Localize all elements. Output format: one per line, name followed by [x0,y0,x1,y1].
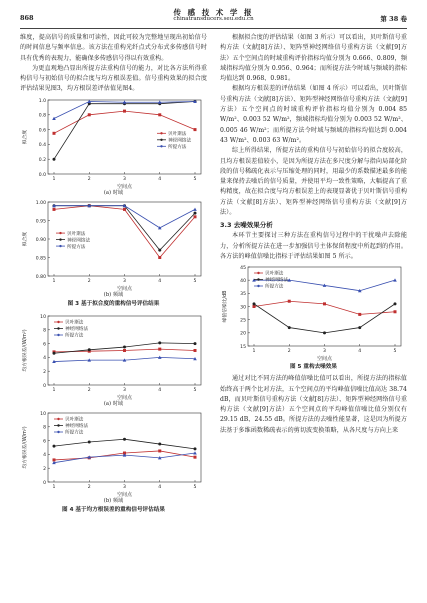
data-point [288,326,291,329]
x-tick-label: 2 [87,484,91,490]
data-point [158,449,161,452]
data-point [194,211,197,214]
data-point [158,341,161,344]
series-line-0 [54,111,195,133]
y-tick-label: 15 [240,345,246,351]
x-tick-label: 1 [52,484,56,490]
y-tick-label: 8 [43,328,46,334]
x-tick-label: 5 [193,176,197,182]
y-tick-label: 20 [240,331,246,337]
paragraph-denoise-results: 通过对比不同方法的峰值信噪比值可以看出，所提方法的指标值始终高于两个比对方法，五个空间点的平均峰值信噪比值高达 38.74 dB，而贝叶斯信号重构方法（文献[8]方法）、矩阵型神经网络信号重构方法（文献[9]方法）五个空间点的平均峰值信噪比值分别仅有 29.15 dB、24.55 dB。所提方法的去噪性能显著，这是因为所提方法基于多维函数稀疏表示的剪切波变换策略，从各尺度与方向上来 [220,375,407,434]
left-column [20,33,207,517]
x-tick-label: 4 [158,176,162,182]
data-point [53,208,56,211]
x-axis-label: 空间点 [116,285,133,292]
right-column [220,33,407,436]
legend-entry: 所提方法 [65,333,84,339]
legend-marker [57,327,59,329]
y-axis-label: 均方根误差/(W/m²) [23,426,28,469]
data-point [53,444,56,447]
x-tick-label: 5 [193,484,197,490]
paragraph-summary: 综上所得结果，所提方法的重构信号与初始信号的拟合度较高，且均方根误差值较小，是因为所提方法在多尺度分解与指向局部化阶段的信号稀疏化表示与压缩处理的同时，用最少的系数描述最多的能量来保持去噪后的信号质量，并使用平均一致性策略，大幅提高了重构精度，故在拟合度与均方根误差上的表现显著优于贝叶斯信号重构方法（文献[8]方法）、矩阵型神经网络信号重构方法（文献[9]方法）。 [220,147,407,217]
fig4-caption: 图 4 基于均方根误差的重构信号评估结果 [62,506,165,513]
y-tick-label: 35 [240,292,246,298]
legend-marker [57,431,59,433]
data-point [358,326,361,329]
data-point [358,313,361,316]
data-point [394,311,397,314]
data-point [123,345,126,348]
y-tick-label: 0 [43,383,46,389]
paragraph-denoise-intro: 本环节主要探讨三种方法在重构信号过程中的干扰噪声去除能力，分析所提方法在进一步加强信号主体保留程度中所起到的作用。各方法的峰值信噪比指标于评估结果如图 5 所示。 [220,232,407,260]
legend-entry: 所提方法 [67,244,86,250]
legend-marker [59,238,61,240]
page-number: 868 [20,14,34,22]
y-tick-label: 0.85 [35,256,46,262]
y-tick-label: 30 [240,305,246,311]
data-point [158,347,161,350]
y-tick-label: 4 [43,355,46,361]
data-point [253,303,256,306]
series-line-1 [54,205,195,249]
legend-marker [160,145,162,147]
y-tick-label: 0.2 [38,157,46,163]
y-tick-label: 2 [43,369,46,375]
legend-entry: 神经网络法 [67,238,90,244]
data-point [194,455,197,458]
legend-entry: 贝叶斯法 [65,417,84,423]
data-point [158,256,161,259]
legend-marker [160,138,162,140]
y-tick-label: 25 [240,318,246,324]
data-point [323,332,326,335]
data-point [123,438,126,441]
data-point [158,113,161,116]
chart-fig3b [20,197,207,292]
y-tick-label: 10 [40,314,46,320]
x-tick-label: 4 [158,278,162,284]
legend-marker [257,279,259,281]
legend-entry: 贝叶斯法 [168,131,187,137]
x-tick-label: 4 [158,484,162,490]
data-point [53,157,56,160]
y-tick-label: 0.4 [38,142,46,148]
data-point [288,300,291,303]
legend-entry: 贝叶斯法 [67,231,86,237]
x-tick-label: 2 [287,349,291,355]
legend-entry: 神经网络法 [65,423,88,429]
data-point [123,349,126,352]
data-point [158,442,161,445]
page-header [20,6,407,28]
x-tick-label: 3 [123,278,126,284]
series-line-1 [254,304,395,333]
y-tick-label: 1.00 [35,200,46,206]
y-tick-label: 40 [240,279,246,285]
x-tick-label: 3 [123,176,126,182]
data-point [123,208,126,211]
journal-site: chinatransducers.seu.edu.cn [173,16,254,22]
data-point [323,303,326,306]
x-axis-label: 空间点 [116,183,133,190]
x-tick-label: 2 [87,176,91,182]
data-point [88,113,91,116]
legend-marker [59,245,61,247]
y-tick-label: 0.0 [38,172,46,178]
x-tick-label: 1 [252,349,256,355]
legend-entry: 所提方法 [168,144,187,150]
y-axis-label: 均方根误差/(W/m²) [23,329,28,372]
y-tick-label: 0.8 [38,113,46,119]
data-point [53,352,56,355]
y-tick-label: 6 [43,342,46,348]
data-point [394,303,397,306]
x-tick-label: 3 [323,349,326,355]
paragraph-fit-results: 根据拟合度的评估结果（如图 3 所示）可以看出，贝叶斯信号重构方法（文献[8]方法）、矩阵型神经网络信号重构方法（文献[9]方法）五个空间点的时域重构评价指标均值分别为 0.666、0.809，频域指标均值分别为 0.956、0.964；而所提方法令时域与频域的指标均值达到 0.968、0.981。 [220,34,407,83]
legend-entry: 神经网络法 [65,326,88,332]
legend-entry: 所提方法 [265,284,284,290]
x-axis-label: 空间点 [116,491,133,498]
data-point [158,248,161,251]
fig3b-subcaption: (b) 频域 [103,291,124,298]
data-point [193,207,197,210]
y-axis-label: 峰值信噪比/dB [223,290,228,323]
x-tick-label: 4 [158,387,162,393]
x-tick-label: 1 [52,387,56,393]
data-point [53,132,56,135]
fig3a-subcaption: (a) 时域 [103,189,124,196]
fig5-caption: 图 5 重构去噪效果 [290,364,337,371]
data-point [194,349,197,352]
paragraph-intro: 维度，提高信号的质量和可读性，因此可较为完整地呈现出初始信号的时间信息与频率信息。该方法在重构光纤点式分布式多传感信号时具有优秀的表现力，能确保多传感信号得以有效重构。 [20,34,207,62]
y-tick-label: 1.0 [38,98,46,104]
x-tick-label: 1 [52,278,56,284]
y-tick-label: 0.90 [35,237,46,243]
y-tick-label: 45 [240,266,246,272]
legend-entry: 贝叶斯法 [65,320,84,326]
fig4b-subcaption: (b) 频域 [103,497,124,504]
paragraph-rmse-results: 根据均方根误差的评估结果（如图 4 所示）可以看出，贝叶斯信号重构方法（文献[8]方法）、矩阵型神经网络信号重构方法（文献[9]方法）五个空间点的时域重构评价指标均值分别为 0.004 85 W/m²、0.003 52 W/m²，频域指标均值分别为 0.003 52 W/m²、0.005 46 W/m²；而所提方法令时域与频域的指标均值达到 0.004 43 W/m²、0.003 63 W/m²。 [220,85,407,144]
fig4a-subcaption: (a) 时域 [103,400,124,407]
y-tick-label: 0 [43,480,46,486]
legend-marker [257,285,259,287]
legend-marker [160,132,162,134]
fig3-caption: 图 3 基于拟合度的重构信号评估结果 [67,300,160,307]
x-tick-label: 3 [123,387,126,393]
x-tick-label: 2 [87,387,91,393]
x-tick-label: 5 [393,349,397,355]
y-tick-label: 2 [43,466,46,472]
y-tick-label: 0.95 [35,219,46,225]
x-axis-label: 空间点 [316,356,333,363]
legend-marker [59,232,61,234]
data-point [52,116,56,119]
chart-fig3a [20,95,207,190]
chart-fig5 [220,262,407,362]
x-tick-label: 4 [358,349,362,355]
data-point [88,348,91,351]
y-tick-label: 4 [43,452,46,458]
section-heading: 3.3 去噪效果分析 [220,221,273,230]
data-point [393,279,397,282]
paragraph-comparison: 为更直观地凸显出所提方法重构信号的能力，对比各方法所得重构信号与初始信号的拟合度与均方根误差值。信号重构效果的拟合度评估结果见图3，均方根误差评估值见图4。 [20,64,207,93]
header-rule [20,28,407,29]
legend-marker [57,418,59,420]
legend-entry: 神经网络法 [265,278,288,284]
legend-marker [57,334,59,336]
x-tick-label: 1 [52,176,56,182]
y-axis-label: 拟合度 [23,129,28,144]
data-point [158,226,162,229]
chart-fig4a [20,311,207,401]
data-point [253,305,256,308]
x-tick-label: 2 [87,278,91,284]
y-tick-label: 0.80 [35,274,46,280]
x-tick-label: 3 [123,484,126,490]
x-tick-label: 5 [193,278,197,284]
x-axis-label: 空间点 [116,394,133,401]
journal-title: 传 感 技 术 学 报 [173,8,254,17]
data-point [194,215,197,218]
y-tick-label: 6 [43,439,46,445]
data-point [123,109,126,112]
data-point [194,128,197,131]
data-point [88,440,91,443]
data-point [194,342,197,345]
x-tick-label: 5 [193,387,197,393]
volume-label: 第 38 卷 [380,15,407,23]
chart-fig4b [20,408,207,498]
y-tick-label: 10 [40,411,46,417]
y-tick-label: 8 [43,425,46,431]
legend-entry: 所提方法 [65,430,84,436]
legend-entry: 贝叶斯法 [265,271,284,277]
data-point [194,447,197,450]
legend-entry: 神经网络法 [168,138,191,144]
legend-marker [57,424,59,426]
legend-marker [57,321,59,323]
y-tick-label: 0.6 [38,128,46,134]
y-axis-label: 拟合度 [23,231,28,246]
legend-marker [257,272,259,274]
